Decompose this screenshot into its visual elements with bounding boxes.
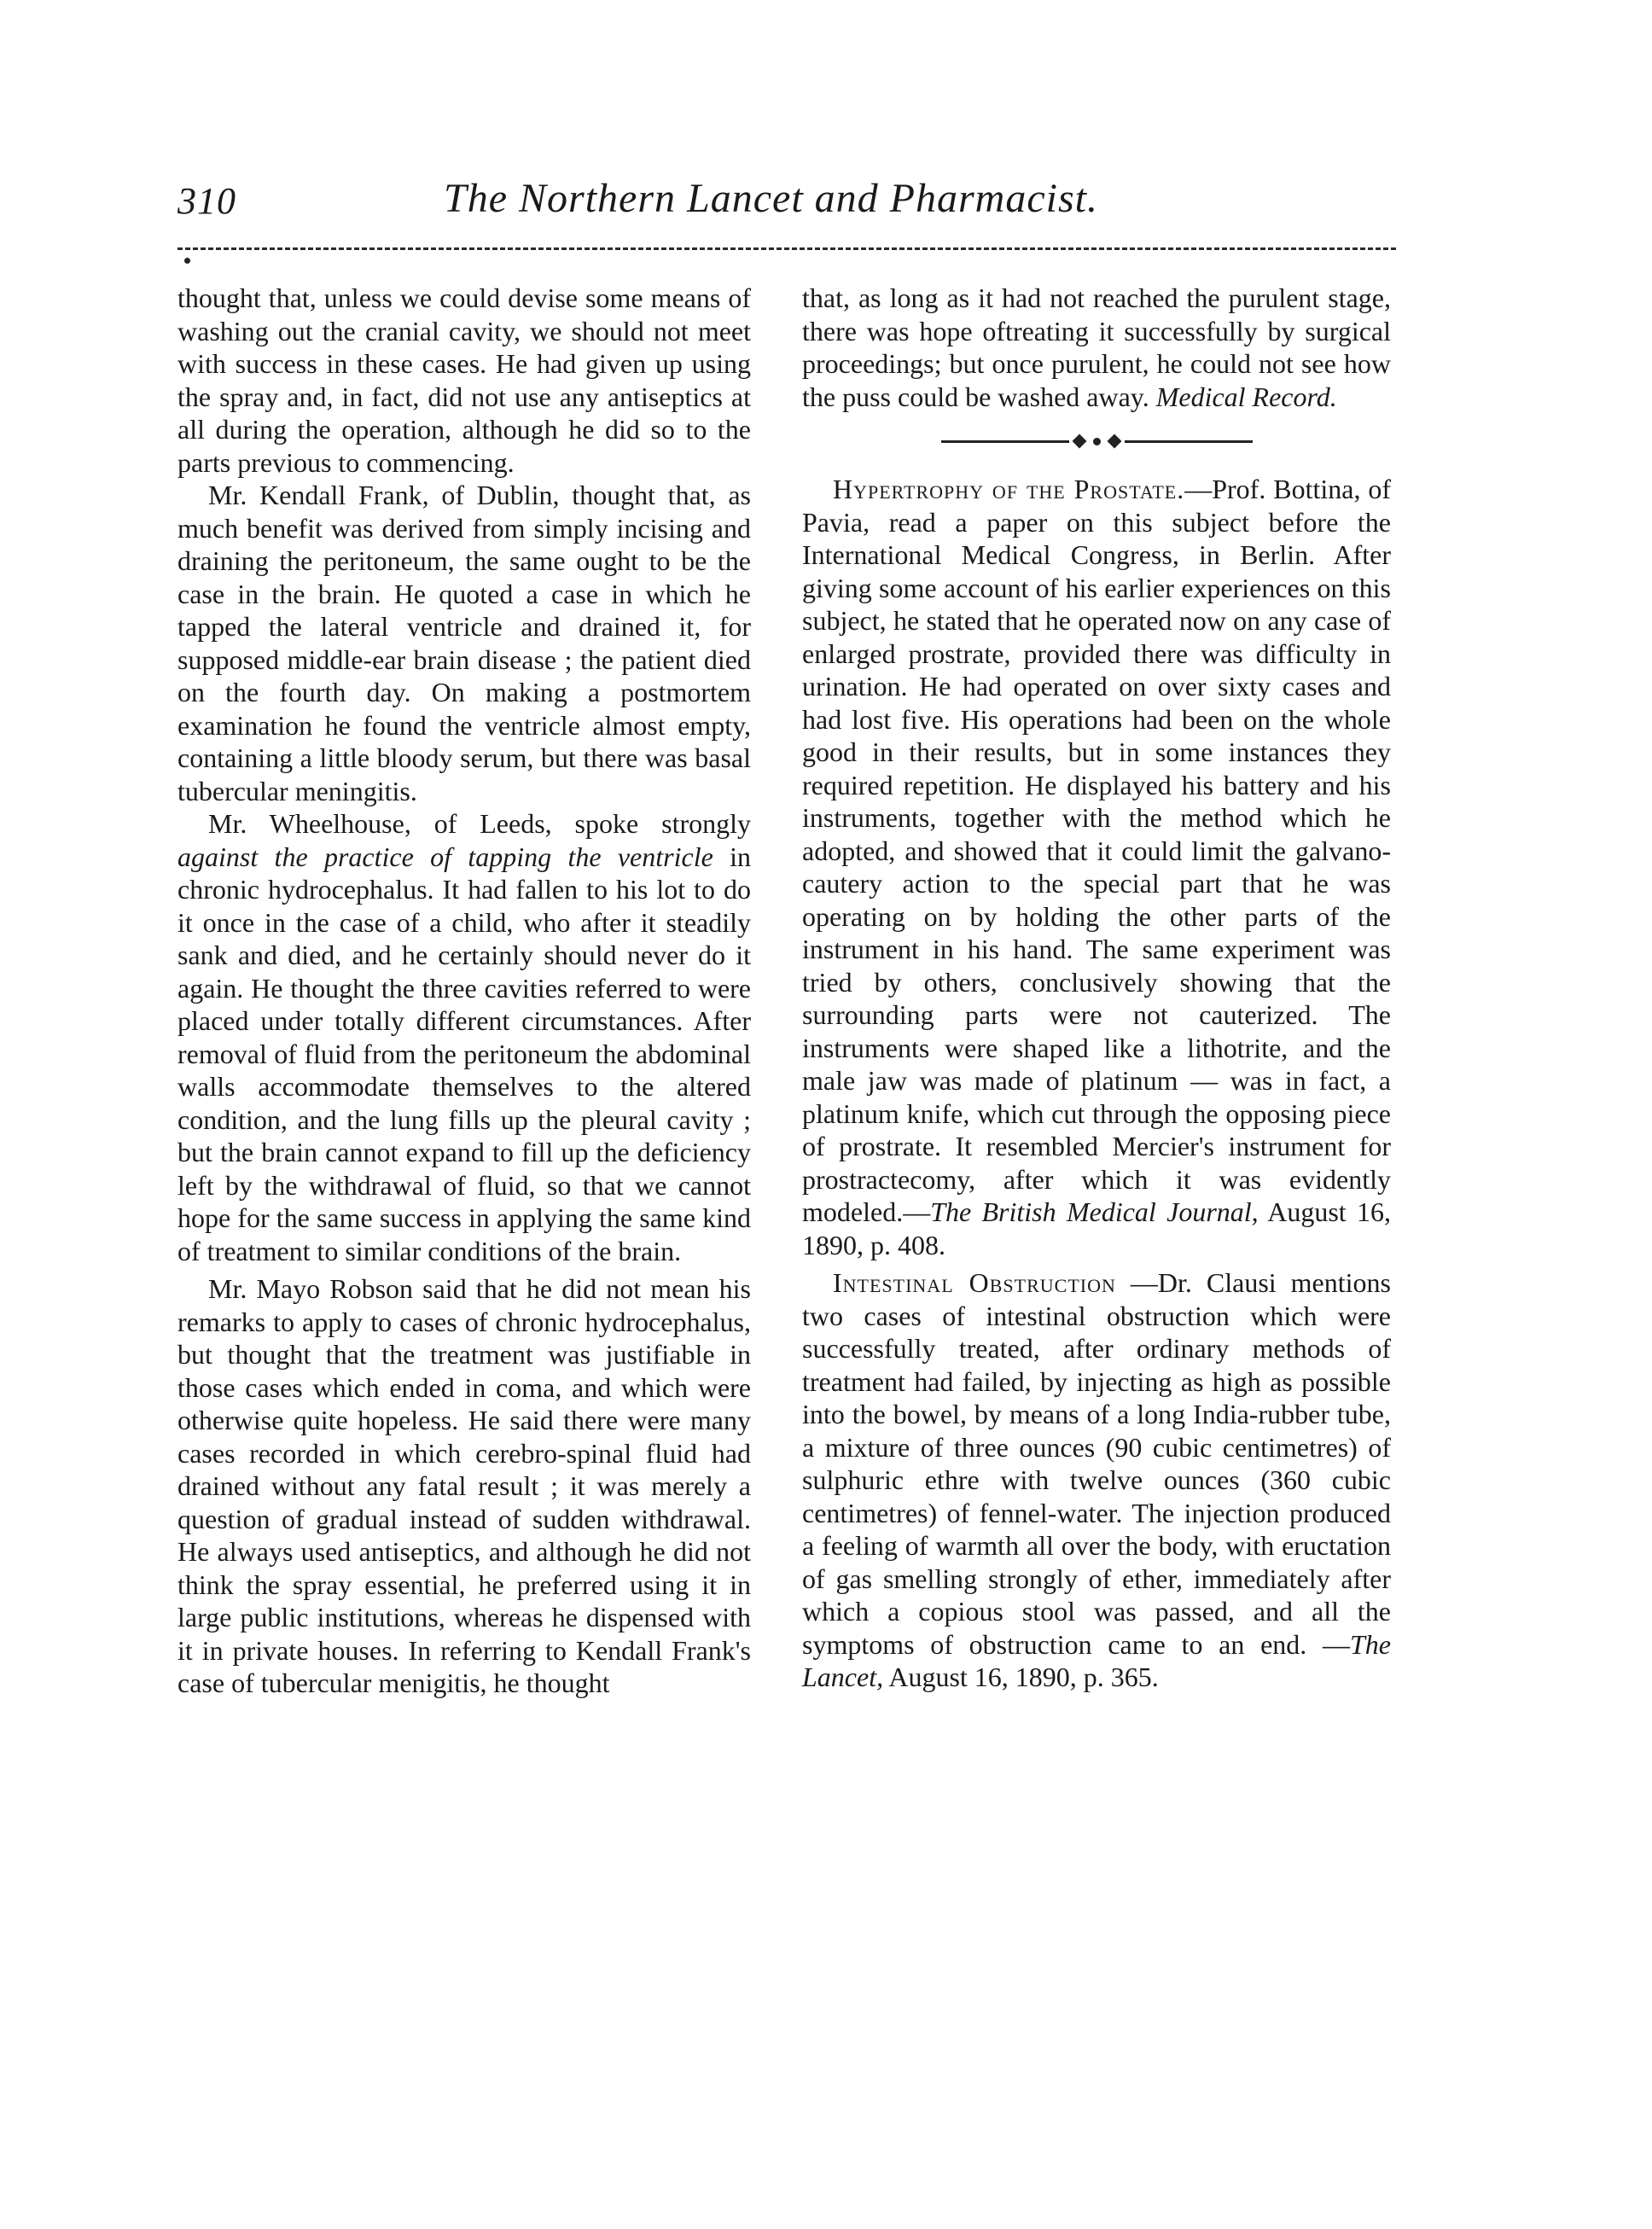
header-rule — [177, 247, 1396, 250]
page-number: 310 — [177, 180, 236, 222]
right-column — [802, 282, 1391, 1694]
article-intestinal — [802, 1266, 1391, 1694]
bullet-mark — [184, 258, 190, 264]
right-paragraph-1-source: Medical Record. — [1155, 381, 1337, 412]
left-paragraph-3-lead: Mr. Wheelhouse, of Leeds, spoke strongly — [208, 808, 751, 839]
right-paragraph-1-text: that, as long as it had not reached the purulent stage, there was hope oftreating it successfully by surgical proceedings; but once purulent, he could not see how the puss could be washed away. — [802, 282, 1391, 412]
left-paragraph-3 — [177, 807, 751, 1267]
left-paragraph-3-italic: against the practice of tapping the ventricle — [177, 841, 713, 872]
article-intestinal-heading: Intestinal Obstruction — [833, 1267, 1116, 1298]
article-prostate-source: The British Medical Journal, — [930, 1196, 1259, 1227]
left-paragraph-4: Mr. Mayo Robson said that he did not mean his remarks to apply to cases of chronic hydrocephalus, but thought that the treatment was justifiable in those cases which ended in coma, and which were otherwise quite hopeless. He said there were many cases recorded in which cerebro-spinal fluid had drained without any fatal result ; it was merely a question of gradual instead of sudden withdrawal. He always used antiseptics, and although he did not think the spray essential, he preferred using it in large public institutions, whereas he dispensed with it in private houses. In referring to Kendall Frank's case of tubercular menigitis, he thought — [177, 1273, 751, 1698]
right-paragraph-1 — [802, 282, 1391, 413]
left-column — [177, 282, 751, 1700]
running-title: The Northern Lancet and Pharmacist. — [444, 176, 1098, 221]
left-paragraph-2: Mr. Kendall Frank, of Dublin, thought that, as much benefit was derived from simply incising and draining the peritoneum, the same ought to be the case in the brain. He quoted a case in which he tapped the lateral ventricle and drained it, for supposed middle-ear brain disease ; the patient died on the fourth day. On making a postmortem examination he found the ventricle almost empty, containing a little bloody serum, but there was basal tubercular meningitis. — [177, 480, 751, 806]
article-prostate-date: August 16, 1890, p. 408. — [802, 1196, 1392, 1260]
section-divider-ornament — [802, 416, 1391, 466]
article-prostate — [802, 473, 1391, 1261]
article-intestinal-source: The Lancet, — [802, 1628, 1391, 1692]
left-paragraph-3-rest: in chronic hydrocephalus. It had fallen to his lot to do it once in the case of a child, who after it steadily sank and died, and he certainly should never do it again. He thought the three cavities referred to were placed under totally different circumstances. After removal of fluid from the peritoneum the abdominal walls accommodate themselves to the altered condition, and the lung fills up the pleural cavity ; but the brain cannot expand to fill up the deficiency left by the withdrawal of fluid, so that we cannot hope for the same success in applying the same kind of treatment to similar conditions of the brain. — [177, 841, 752, 1266]
article-intestinal-date: August 16, 1890, p. 365. — [883, 1662, 1159, 1692]
article-intestinal-body: —Dr. Clausi mentions two cases of intestinal obstruction which were successfully treated, after ordinary methods of treatment had failed, by injecting as high as possible into the bowel, by means of a long India-rubber tube, a mixture of three ounces (90 cubic centimetres) of sulphuric ethre with twelve ounces (360 cubic centimetres) of fennel-water. The injection produced a feeling of warmth all over the body, with eructation of gas smelling strongly of ether, immediately after which a copious stool was passed, and all the symptoms of obstruction came to an end. — — [802, 1267, 1391, 1660]
left-paragraph-1: thought that, unless we could devise some means of washing out the cranial cavity, we should not meet with success in these cases. He had given up using the spray and, in fact, did not use any antiseptics at all during the operation, although he did so to the parts previous to commencing. — [177, 282, 751, 478]
article-prostate-heading: Hypertrophy of the Prostate. — [833, 474, 1185, 504]
article-prostate-body: —Prof. Bottina, of Pavia, read a paper on this subject before the International Medical Congress, in Berlin. After giving some account of his earlier experiences on this subject, he stated that he operated now on any case of enlarged prostrate, provided there was difficulty in urination. He had operated on over sixty cases and had lost five. His operations had been on the whole good in their results, but in some instances they required repetition. He displayed his battery and his instruments, together with the method which he adopted, and showed that it could limit the galvano-cautery action to the special part that he was operating on by holding the other parts of the instrument in his hand. The same experiment was tried by others, conclusively showing that the surrounding parts were not cauterized. The instruments were shaped like a lithotrite, and the male jaw was made of platinum — was in fact, a platinum knife, which cut through the opposing piece of prostrate. It resembled Mercier's instrument for prostractecomy, after which it was evidently modeled.— — [802, 474, 1391, 1227]
